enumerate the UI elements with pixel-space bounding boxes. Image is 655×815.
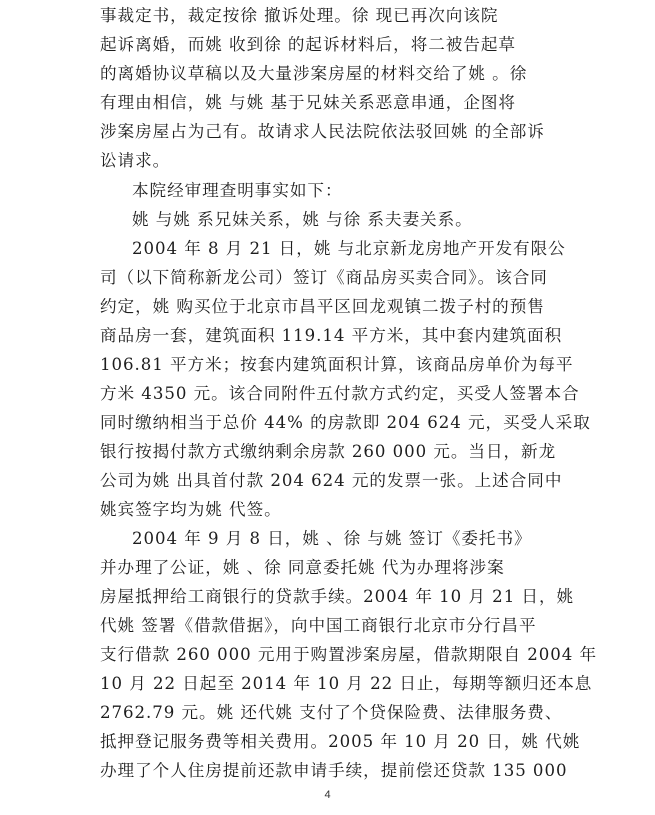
text-line: 约定，姚 购买位于北京市昌平区回龙观镇二拨子村的预售 [100,297,545,316]
text-line: 办理了个人住房提前还款申请手续，提前偿还贷款 135 000 [100,761,568,780]
text-line: 银行按揭付款方式缴纳剩余房款 260 000 元。当日，新龙 [100,442,557,461]
text-line: 姚 与姚 系兄妹关系，姚 与徐 系夫妻关系。 [132,210,473,229]
text-line: 同时缴纳相当于总价 44% 的房款即 204 624 元，买受人采取 [100,413,591,432]
text-line: 涉案房屋占为己有。故请求人民法院依法驳回姚 的全部诉 [100,122,545,141]
text-line: 本院经审理查明事实如下： [132,181,343,200]
text-line: 2762.79 元。姚 还代姚 支付了个贷保险费、法律服务费、 [100,703,563,722]
text-line: 商品房一套，建筑面积 119.14 平方米，其中套内建筑面积 [100,326,563,345]
text-line: 公司为姚 出具首付款 204 624 元的发票一张。上述合同中 [100,471,563,490]
text-line: 并办理了公证，姚 、徐 同意委托姚 代为办理将涉案 [100,558,505,577]
text-line: 讼请求。 [100,151,171,170]
page-number: 4 [324,789,331,801]
text-line: 106.81 平方米；按套内建筑面积计算，该商品房单价为每平 [100,355,574,374]
text-line: 有理由相信，姚 与姚 基于兄妹关系恶意串通，企图将 [100,93,516,112]
text-line: 姚宾签字均为姚 代签。 [100,500,282,519]
text-line: 事裁定书，裁定按徐 撤诉处理。徐 现已再次向该院 [100,6,499,25]
text-line: 方米 4350 元。该合同附件五付款方式约定，买受人签署本合 [100,384,580,403]
text-line: 2004 年 9 月 8 日，姚 、徐 与姚 签订《委托书》 [132,529,532,548]
text-line: 2004 年 8 月 21 日，姚 与北京新龙房地产开发有限公 [132,239,566,258]
text-line: 支行借款 260 000 元用于购置涉案房屋，借款期限自 2004 年 [100,645,598,664]
text-line: 司（以下简称新龙公司）签订《商品房买卖合同》。该合同 [100,268,548,287]
text-line: 代姚 签署《借款借据》，向中国工商银行北京市分行昌平 [100,616,537,635]
text-line: 抵押登记服务费等相关费用。2005 年 10 月 20 日，姚 代姚 [100,732,581,751]
text-line: 起诉离婚，而姚 收到徐 的起诉材料后，将二被告起草 [100,35,516,54]
text-line: 10 月 22 日起至 2014 年 10 月 22 日止，每期等额归还本息 [100,674,593,693]
text-line: 房屋抵押给工商银行的贷款手续。2004 年 10 月 21 日，姚 [100,587,575,606]
text-line: 的离婚协议草稿以及大量涉案房屋的材料交给了姚 。徐 [100,64,528,83]
